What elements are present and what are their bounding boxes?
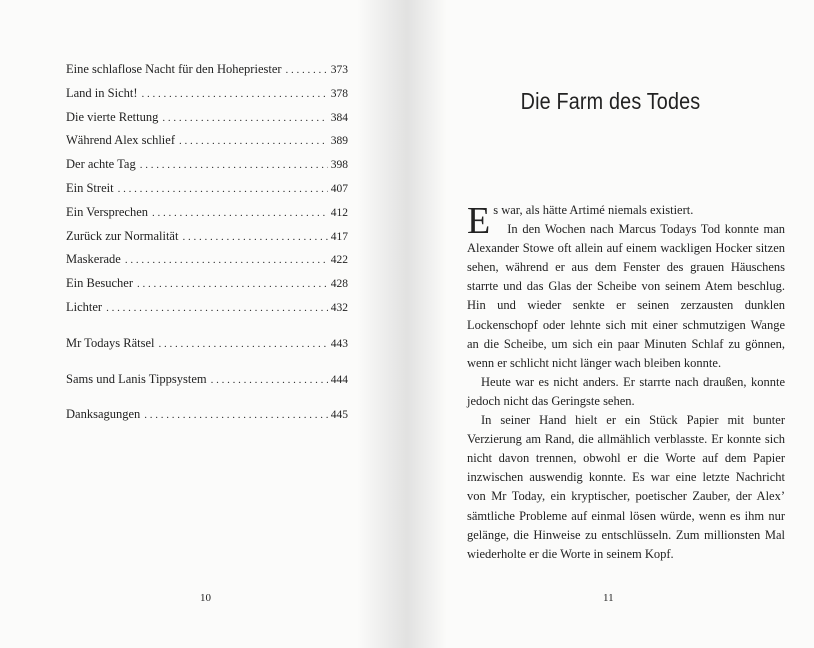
toc-entry bbox=[66, 336, 348, 360]
toc-entry bbox=[66, 372, 348, 396]
toc-entry-title: Danksagungen bbox=[66, 407, 141, 422]
page-number: 11 bbox=[603, 592, 614, 604]
toc-entry bbox=[66, 276, 348, 300]
drop-cap: E bbox=[467, 200, 491, 242]
gutter-shadow bbox=[357, 0, 407, 648]
toc-leader-dots bbox=[137, 278, 328, 290]
toc-entry-page: 389 bbox=[330, 135, 348, 148]
toc-entry-page: 398 bbox=[330, 159, 348, 172]
toc-leader-dots bbox=[152, 207, 328, 219]
toc-leader-dots bbox=[286, 64, 328, 76]
toc-entry bbox=[66, 229, 348, 253]
toc-entry-page: 428 bbox=[330, 278, 348, 291]
toc-entry-page: 443 bbox=[330, 337, 348, 350]
toc-entry bbox=[66, 133, 348, 157]
toc-entry bbox=[66, 407, 348, 431]
toc-leader-dots bbox=[182, 231, 327, 243]
toc-leader-dots bbox=[106, 302, 328, 314]
toc-entry-page: 384 bbox=[330, 111, 348, 124]
toc-entry-title: Maskerade bbox=[66, 252, 121, 267]
toc-entry bbox=[66, 62, 348, 86]
toc-entry-title: Land in Sicht! bbox=[66, 85, 138, 100]
toc-entry-title: Sams und Lanis Tippsystem bbox=[66, 371, 207, 386]
toc-entry-title: Der achte Tag bbox=[66, 157, 136, 172]
toc-leader-dots bbox=[118, 183, 328, 195]
toc-entry-title: Die vierte Rettung bbox=[66, 109, 159, 124]
paragraph-text: s war, als hätte Artimé niemals existiert. bbox=[493, 203, 694, 217]
chapter-title: Die Farm des Todes bbox=[520, 88, 701, 114]
toc-entry bbox=[66, 205, 348, 229]
paragraph: In den Wochen nach Marcus Todays Tod konnte man Alexander Stowe oft allein auf einem wackligen Hocker sitzen sehen, während er aus dem Fenster des grauen Häuschens starrte und das Glas der Scheibe von seinem Atem beschlug. Hin und wieder senkte er seinen zerzausten dunklen Lockenschopf oder lehnte sich mit einer schmutzigen Wange an die Scheibe, um sich ein paar Minuten Schlaf zu gönnen, wenn er schlicht nicht länger wach bleiben konnte. bbox=[467, 222, 785, 370]
right-page bbox=[407, 0, 814, 648]
toc-entry-title: Zurück zur Normalität bbox=[66, 228, 179, 243]
toc-entry-page: 422 bbox=[330, 254, 348, 267]
toc-entry-title: Lichter bbox=[66, 299, 103, 314]
toc-entry-title: Ein Besucher bbox=[66, 276, 133, 291]
page-number: 10 bbox=[200, 592, 211, 604]
chapter-body bbox=[467, 201, 785, 564]
toc-entry bbox=[66, 181, 348, 205]
toc-leader-dots bbox=[142, 88, 328, 100]
toc-entry-title: Ein Versprechen bbox=[66, 204, 149, 219]
toc-leader-dots bbox=[162, 112, 327, 124]
toc-leader-dots bbox=[158, 338, 327, 350]
table-of-contents bbox=[66, 62, 348, 431]
toc-entry-title: Ein Streit bbox=[66, 180, 114, 195]
toc-leader-dots bbox=[179, 135, 328, 147]
toc-entry bbox=[66, 157, 348, 181]
toc-entry bbox=[66, 86, 348, 110]
toc-entry-page: 432 bbox=[330, 301, 348, 314]
paragraph: In seiner Hand hielt er ein Stück Papier mit bunter Verzierung am Rand, die allmählich verblasste. Er konnte sich nicht davon trennen, obwohl er die Worte auf dem Papier inzwischen auswendig konnte. Es war eine letzte Nachricht von Mr Today, ein kryptischer, poetischer Zauber, der Alex’ sämtliche Probleme auf einmal lösen würde, wenn es ihm nur gelänge, die Hinweise zu entschlüsseln. Zum millionsten Mal wiederholte er die Worte in seinem Kopf. bbox=[467, 413, 785, 561]
toc-entry-title: Während Alex schlief bbox=[66, 133, 175, 148]
toc-leader-dots bbox=[211, 374, 328, 386]
toc-entry-page: 412 bbox=[330, 206, 348, 219]
toc-leader-dots bbox=[125, 254, 328, 266]
toc-entry-title: Mr Todays Rätsel bbox=[66, 335, 155, 350]
toc-entry-title: Eine schlaflose Nacht für den Hohepriester bbox=[66, 62, 282, 76]
toc-entry bbox=[66, 300, 348, 324]
paragraph: Heute war es nicht anders. Er starrte nach draußen, konnte jedoch nicht das Geringste sehen. bbox=[467, 374, 785, 408]
paragraph bbox=[467, 200, 785, 242]
toc-entry-page: 373 bbox=[330, 64, 348, 76]
toc-entry bbox=[66, 252, 348, 276]
toc-entry-page: 445 bbox=[330, 409, 348, 422]
toc-entry-page: 417 bbox=[330, 230, 348, 243]
toc-entry-page: 407 bbox=[330, 182, 348, 195]
toc-leader-dots bbox=[140, 159, 328, 171]
toc-entry-page: 378 bbox=[330, 87, 348, 100]
toc-entry-page: 444 bbox=[330, 373, 348, 386]
toc-entry bbox=[66, 110, 348, 134]
toc-leader-dots bbox=[144, 409, 327, 421]
